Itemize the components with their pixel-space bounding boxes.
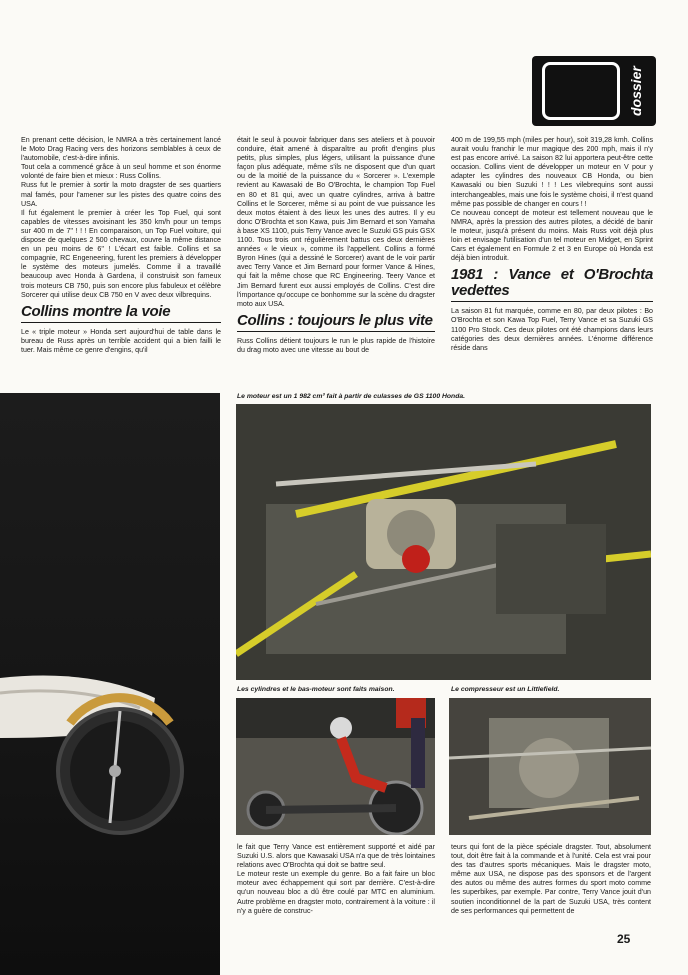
motorcycle-photo	[0, 393, 220, 975]
column-2	[237, 136, 435, 355]
paragraph: La saison 81 fut marquée, comme en 80, par deux pilotes : Bo O'Brochta et son Kawa Top Fuel, Terry Vance et sa Suzuki GS 1100 Pro Stock. Ces deux pilotes ont été champions dans leurs catégories des deux dernières années. L'énorme différence réside dans	[451, 307, 653, 352]
bottom-column-1	[237, 843, 435, 916]
paragraph: Il fut également le premier à créer les Top Fuel, qui sont capables de vitesses avoisinant les 350 km/h pour un temps sur 400 m de 7'' ! ! ! En comparaison, un Top Fuel voiture, qui dispose de quelques 2 500 chevaux, couvre la même distance en un peu moins de 6'' ! L'écart est faible. Collins et sa compagnie, RC Engeneering, furent les premiers à développer le système des moteurs jumelés. Comme il a travaillé beaucoup avec Honda à Gardena, il construisit son fameux trois moteurs CB 750, puis son encore plus fabuleux et célèbre Sorcerer qui utilise deux CB 750 en V avec deux vilbrequins.	[21, 208, 221, 299]
section-heading: Collins montre la voie	[21, 304, 221, 323]
engine-photo	[236, 404, 651, 680]
paragraph: Russ Collins détient toujours le run le plus rapide de l'histoire du drag moto avec une vitesse au bout de	[237, 336, 435, 354]
compressor-caption: Le compresseur est un Littlefield.	[451, 686, 560, 693]
paragraph: Ce nouveau concept de moteur est tellement nouveau que le NMRA, après la pression des autres pilotes, a décidé de banir le moteur, jusqu'à présent du moins. Mais Russ voit déjà plus loin et envisage l'utilisation d'un tel moteur en Midget, en Sprint Cars et également en Formule 2 et 3 en Europe où Honda est déjà bien introduit.	[451, 208, 653, 263]
section-heading: 1981 : Vance et O'Brochta vedettes	[451, 267, 653, 302]
dossier-label: dossier	[628, 66, 644, 116]
paragraph: était le seul à pouvoir fabriquer dans ses ateliers et à pouvoir conduire, était amené à disparaître au profit d'engins plus petits, plus simples, plus légers, utilisant la puissance d'une façon plus adéquate, même s'ils ne disposent que d'un quart ou de la moitié de la puissance du « Sorcerer ». L'exemple revient au Kawasaki de Bo O'Brochta, le champion Top Fuel en 80 et 81 qui, avec un quatre cylindres, arriva à battre Collins et le Sorcerer, même si au point de vue puissance les deux motos étaient à des lieux les unes des autres. Il y eu donc O'Brochta et son Kawa, puis Jim Bernard et son Yamaha à base XS 1100, puis Terry Vance avec le Suzuki GS puis GSX 1100. Tous trois ont régulièrement battus ces deux dernières années « le vieux », comme ils l'appellent. Collins a formé Byron Hines (qui a dessiné le Sorcerer) avant de le voir partir avec Terry Vance et Jim Bernard pour former Vance & Hines, qui fait la même chose que RC Engineering. Teery Vance et Jim Bernard furent eux aussi employés de Collins. C'est dire l'importance qu'occupe ce bonhomme sur la scène du dragster moto aux USA.	[237, 136, 435, 308]
cylinders-caption: Les cylindres et le bas-moteur sont faits maison.	[237, 686, 395, 693]
dossier-badge	[532, 56, 656, 126]
section-heading: Collins : toujours le plus vite	[237, 313, 435, 332]
engine-caption: Le moteur est un 1 982 cm³ fait à partir de culasses de GS 1100 Honda.	[237, 393, 466, 400]
paragraph: En prenant cette décision, le NMRA a très certainement lancé le Moto Drag Racing vers des horizons semblables à ceux de l'automobile, c'est-à-dire infinis.	[21, 136, 221, 163]
bottom-column-2	[451, 843, 651, 916]
compressor-photo	[449, 698, 651, 835]
paragraph: le fait que Terry Vance est entièrement supporté et aidé par Suzuki U.S. alors que Kawasaki USA n'a que de très lointaines relations avec O'Brochta qui doit se battre seul.	[237, 843, 435, 870]
rider-illustration	[236, 698, 435, 835]
paragraph: Russ fut le premier à sortir la moto dragster de ses quartiers mal famés, pour l'amener sur les pistes des quatre coins des USA.	[21, 181, 221, 208]
compressor-illustration	[449, 698, 651, 835]
rider-photo	[236, 698, 435, 835]
paragraph: Le moteur reste un exemple du genre. Bo a fait faire un bloc moteur avec échappement qui sort par derrière. C'est-à-dire qu'un nouveau bloc a dû être coulé par MTC en aluminium. Autre problème en dragster moto, contrairement à la voiture : il n'y a guère de construc-	[237, 870, 435, 915]
paragraph: 400 m de 199,55 mph (miles per hour), soit 319,28 kmh. Collins aurait voulu franchir le mur magique des 200 mph, mais il n'y est pas encore arrivé. La saison 82 lui apportera peut-être cette occasion. Collins vient de développer un moteur en V pour y adapter les cylindres des nouveaux CB Honda, ou bien Kawasaki ou bien Suzuki ! ! ! Les vilebrequins sont aussi interchangeables, mais une fois le système choisi, il n'est quand même pas possible de changer en cours ! !	[451, 136, 653, 208]
engine-illustration	[236, 404, 651, 680]
paragraph: teurs qui font de la pièce spéciale dragster. Tout, absolument tout, doit être fait à la commande et à l'unité. Cela est vrai pour des tas d'autres sports mécaniques. Mais le dragster moto, même aux USA, ne dispose pas des sponsors et de l'argent des autos ou même des autres formes du sport moto comme les superbikes, par exemple. Par contre, Terry Vance jouit d'un soutien inconditionnel de la part de Suzuki USA, très content de ses performances qui permettent de	[451, 843, 651, 915]
paragraph: Le « triple moteur » Honda sert aujourd'hui de table dans le bureau de Russ après un terrible accident qui a bien failli le tuer. Mais même ce genre d'engins, qu'il	[21, 327, 221, 354]
page-number: 25	[617, 932, 631, 946]
paragraph: Tout cela a commencé grâce à un seul homme et son énorme volonté de faire bien et mieux : Russ Collins.	[21, 163, 221, 181]
frame-icon	[542, 62, 620, 120]
motorcycle-illustration	[0, 393, 220, 975]
column-1	[21, 136, 221, 355]
column-3	[451, 136, 653, 353]
